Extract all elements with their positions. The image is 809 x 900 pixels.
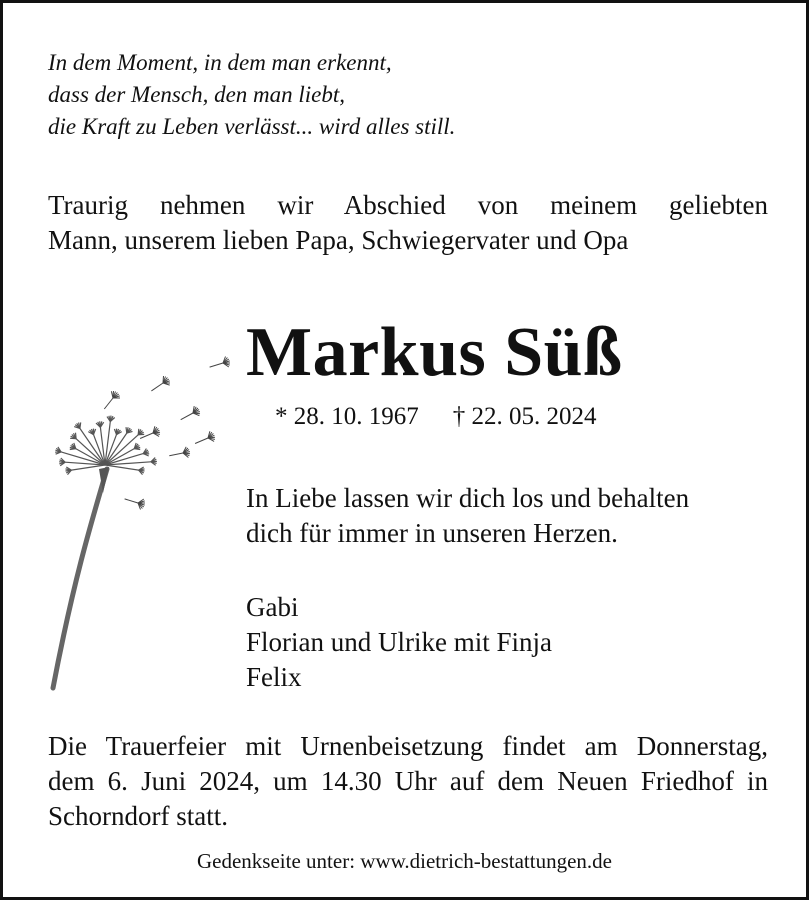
family-member: Felix (246, 662, 302, 692)
family-names (246, 590, 552, 695)
poem (48, 47, 455, 143)
poem-line: die Kraft zu Leben verlässt... wird alles still. (48, 114, 456, 139)
life-dates (275, 401, 597, 433)
birth-date: * 28. 10. 1967 (275, 403, 419, 430)
family-member: Gabi (246, 592, 299, 622)
ceremony-line: dem 6. Juni 2024, um 14.30 Uhr auf dem Neuen Friedhof in (48, 766, 768, 796)
ceremony-line: Die Trauerfeier mit Urnenbeisetzung findet am Donnerstag, (48, 731, 768, 761)
deceased-name: Markus Süß (246, 314, 623, 391)
quote-line: In Liebe lassen wir dich los und behalten (246, 483, 690, 513)
poem-line: dass der Mensch, den man liebt, (48, 82, 346, 107)
intro-line: Traurig nehmen wir Abschied von meinem geliebten (48, 190, 768, 220)
family-member: Florian und Ulrike mit Finja (246, 627, 552, 657)
ceremony-line: Schorndorf statt. (48, 801, 228, 831)
dandelion-icon (43, 343, 263, 703)
intro-text (48, 188, 768, 258)
farewell-quote (246, 481, 689, 551)
ceremony-notice (48, 729, 768, 834)
death-date: † 22. 05. 2024 (452, 403, 597, 430)
quote-line: dich für immer in unseren Herzen. (246, 518, 618, 548)
poem-line: In dem Moment, in dem man erkennt, (48, 50, 392, 75)
intro-line: Mann, unserem lieben Papa, Schwiegervater und Opa (48, 225, 629, 255)
memorial-page-link: Gedenkseite unter: www.dietrich-bestattungen.de (197, 849, 612, 873)
